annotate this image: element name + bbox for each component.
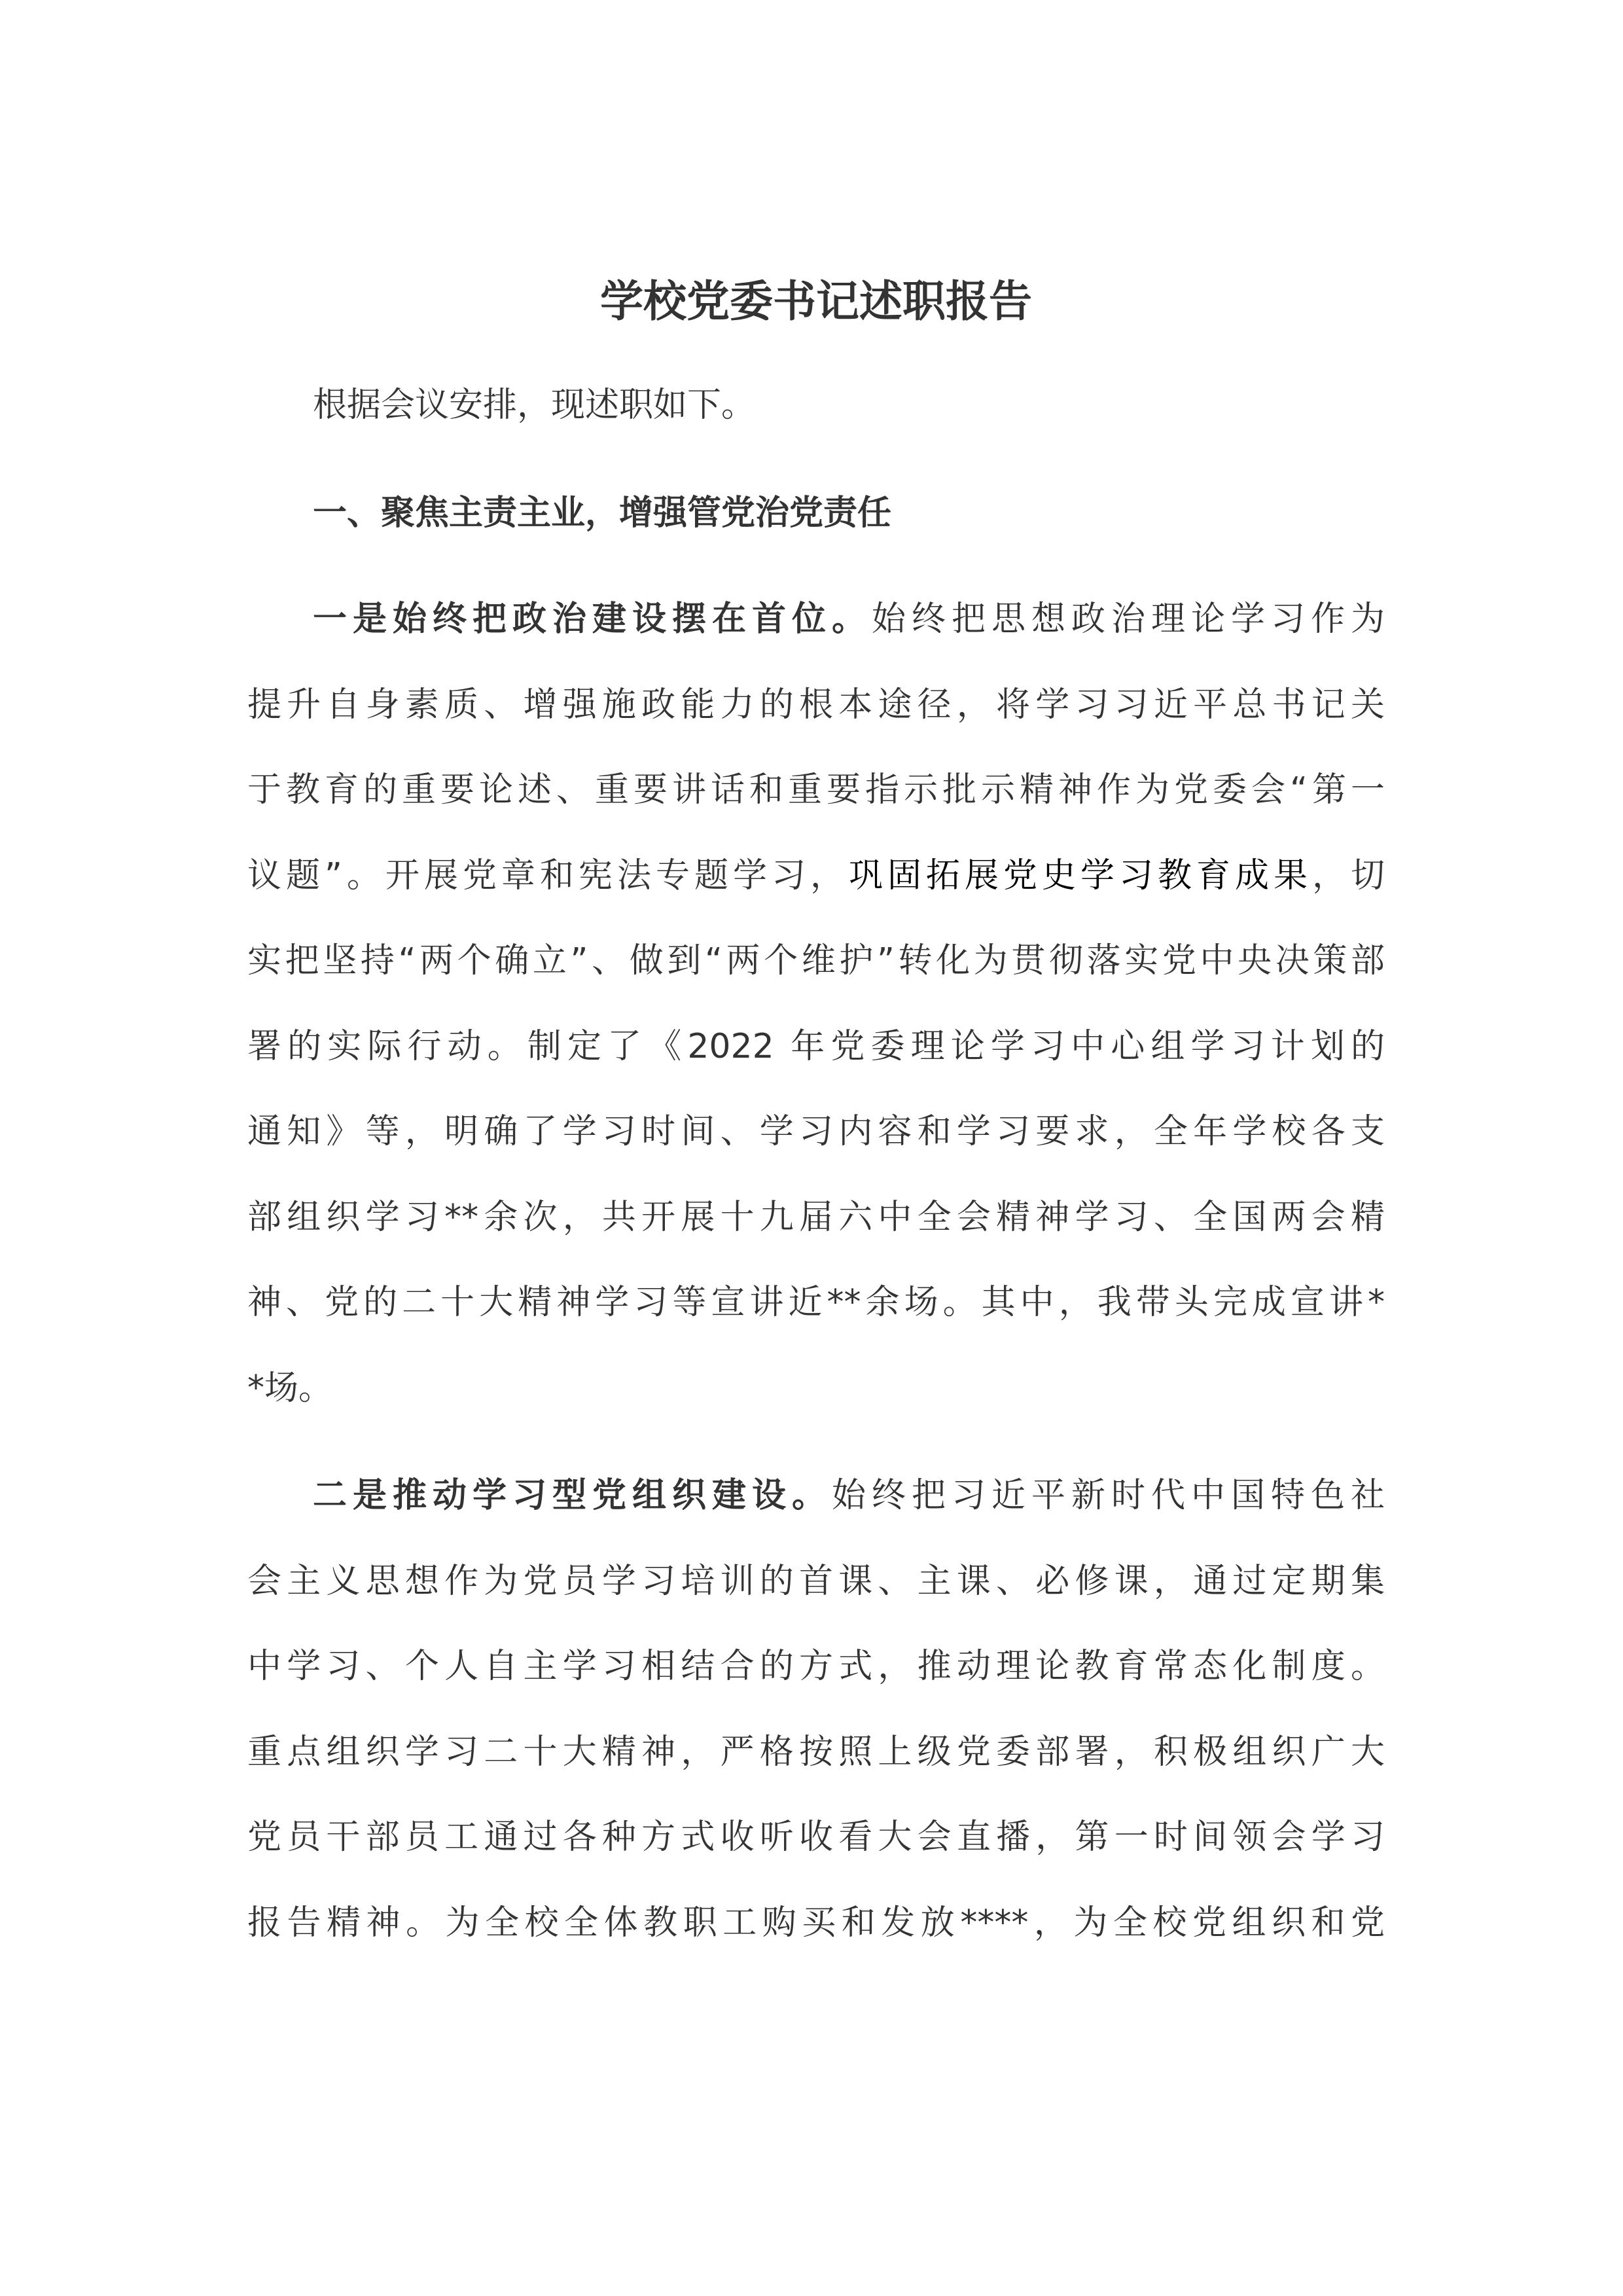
paragraph-line: *场。	[247, 1368, 333, 1408]
paragraph-line: 于教育的重要论述、重要讲话和重要指示批示精神作为党委会“第一	[247, 770, 1385, 810]
document-title: 学校党委书记述职报告	[600, 276, 1032, 327]
paragraph-line: 提升自身素质、增强施政能力的根本途径，将学习习近平总书记关	[247, 685, 1385, 725]
paragraph-text: 始终把思想政治理论学习作为	[871, 600, 1385, 639]
document-body	[247, 259, 1385, 1965]
paragraph-text: 议题”。开展党章和宪法专题学习，	[247, 855, 849, 895]
paragraph-line: 署的实际行动。制定了《2022 年党委理论学习中心组学习计划的	[247, 1026, 1385, 1066]
paragraph-text: ，切	[1311, 855, 1385, 895]
paragraph-text: 始终把习近平新时代中国特色社	[832, 1476, 1385, 1515]
paragraph-political-building	[247, 577, 1385, 1431]
paragraph-line: 党员干部员工通过各种方式收听收看大会直播，第一时间领会学习	[247, 1818, 1385, 1857]
paragraph-line: 重点组织学习二十大精神，严格按照上级党委部署，积极组织广大	[247, 1732, 1385, 1772]
paragraph-line: 神、党的二十大精神学习等宣讲近**余场。其中，我带头完成宣讲*	[247, 1283, 1385, 1322]
paragraph-line: 会主义思想作为党员学习培训的首课、主课、必修课，通过定期集	[247, 1561, 1385, 1601]
section-heading: 一、聚焦主责主业，增强管党治党责任	[313, 493, 892, 533]
paragraph-line: 部组织学习**余次，共开展十九届六中全会精神学习、全国两会精	[247, 1197, 1385, 1237]
emphasized-text: 巩固拓展党史学习教育成果	[848, 855, 1312, 895]
paragraph-line	[247, 577, 1385, 662]
paragraph-lead: 二是推动学习型党组织建设。	[313, 1476, 832, 1515]
paragraph-line	[247, 1453, 1385, 1539]
paragraph-line: 中学习、个人自主学习相结合的方式，推动理论教育常态化制度。	[247, 1647, 1385, 1686]
paragraph-lead: 一是始终把政治建设摆在首位。	[313, 600, 872, 639]
paragraph-line: 实把坚持“两个确立”、做到“两个维护”转化为贯彻落实党中央决策部	[247, 941, 1385, 980]
paragraph-line: 报告精神。为全校全体教职工购买和发放****，为全校党组织和党	[247, 1903, 1385, 1943]
intro-text: 根据会议安排，现述职如下。	[313, 386, 756, 425]
paragraph-line	[247, 833, 1385, 919]
paragraph-line: 通知》等，明确了学习时间、学习内容和学习要求，全年学校各支	[247, 1112, 1385, 1151]
paragraph-learning-organization	[247, 1453, 1385, 1965]
